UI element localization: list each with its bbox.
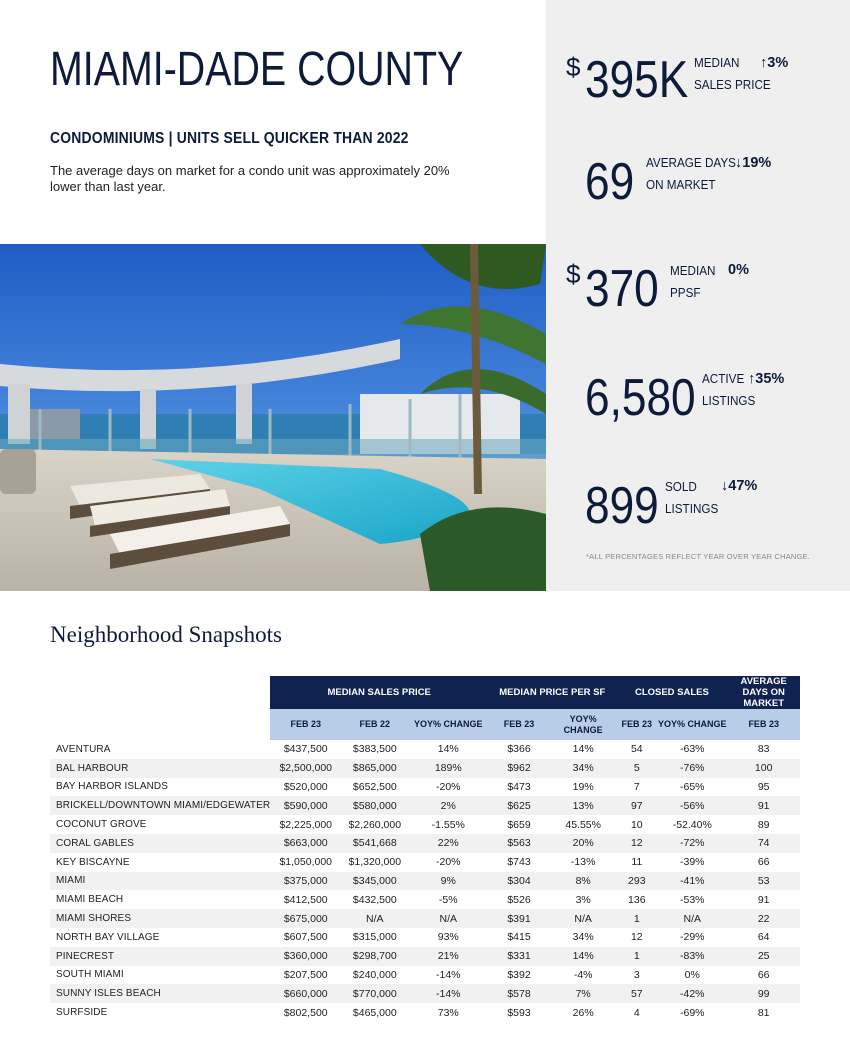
table-cell: 73% [437, 1006, 459, 1019]
table-cell: 89 [757, 818, 770, 831]
subheader-cell: YOY% CHANGE [408, 709, 488, 740]
table-cell: 14% [572, 743, 594, 756]
table-cell: 12 [616, 834, 657, 853]
table-header-empty [50, 709, 270, 740]
table-cell: -56% [657, 796, 727, 815]
table-row [50, 984, 800, 1003]
table-row [50, 947, 800, 966]
table-cell: -20% [435, 780, 461, 793]
stat-label-line1: AVERAGE DAYS [646, 155, 736, 170]
table-cell: -65% [680, 780, 705, 793]
subheader-cell: FEB 22 [341, 709, 408, 740]
neighborhood-name: MIAMI [50, 872, 270, 891]
stat-label-line2: SALES PRICE [694, 77, 771, 92]
stat-change: ↓47% [721, 478, 758, 494]
table-group-header-row [50, 676, 800, 709]
table-cell: 9% [408, 872, 488, 891]
table-cell: $392 [507, 968, 531, 981]
table-cell: $360,000 [270, 947, 341, 966]
table-cell: $1,320,000 [348, 856, 402, 869]
stat-label-line1: MEDIAN [694, 55, 740, 70]
table-cell: 14% [550, 947, 616, 966]
table-cell: -52.40% [672, 818, 712, 831]
stat-change: 0% [728, 262, 749, 278]
table-sub-header-row [50, 709, 800, 740]
table-cell: -29% [680, 931, 705, 944]
page-subtitle: CONDOMINIUMS | UNITS SELL QUICKER THAN 2022 [50, 130, 409, 147]
table-cell: $563 [488, 834, 550, 853]
table-cell: N/A [408, 909, 488, 928]
subheader-cell: FEB 23 [488, 709, 550, 740]
table-cell: 5 [616, 759, 657, 778]
table-row [50, 853, 800, 872]
table-cell: 1 [616, 909, 657, 928]
subheader-cell: FEB 23 [270, 709, 341, 740]
table-cell: $315,000 [352, 931, 397, 944]
table-cell: -63% [680, 743, 705, 756]
table-cell: -4% [573, 968, 593, 981]
table-row [50, 796, 800, 815]
table-cell: 91 [757, 893, 770, 906]
table-cell: 11 [631, 856, 643, 869]
table-cell: 3 [633, 968, 640, 981]
hero-text-panel [0, 0, 546, 244]
table-cell: N/A [657, 909, 727, 928]
table-cell: $298,700 [341, 947, 408, 966]
table-cell: 64 [757, 931, 770, 944]
table-cell: -76% [657, 759, 727, 778]
table-cell: $526 [507, 893, 531, 906]
table-cell: -39% [680, 856, 705, 869]
table-row [50, 815, 800, 834]
neighborhood-name: SURFSIDE [56, 1007, 108, 1019]
table-cell: N/A [550, 909, 616, 928]
stat-value: 6,580 [585, 369, 696, 427]
table-cell: 100 [727, 759, 800, 778]
table-cell: $962 [488, 759, 550, 778]
table-cell: 66 [757, 968, 770, 981]
table-cell: $578 [488, 984, 550, 1003]
neighborhood-name: SOUTH MIAMI [56, 969, 124, 981]
table-cell: 25 [727, 947, 800, 966]
table-cell: -1.55% [431, 818, 465, 831]
subheader-cell: FEB 23 [616, 709, 657, 740]
table-cell: $743 [507, 856, 531, 869]
stat-change: ↑3% [760, 55, 789, 71]
table-cell: 13% [550, 796, 616, 815]
stat-value: 395K [585, 51, 689, 109]
table-cell: 136 [628, 893, 646, 906]
neighborhood-name: CORAL GABLES [50, 834, 270, 853]
table-cell: $207,500 [283, 968, 328, 981]
table-cell: -5% [438, 893, 458, 906]
table-row [50, 1003, 800, 1022]
table-cell: $770,000 [341, 984, 408, 1003]
table-cell: -41% [657, 872, 727, 891]
table-cell: 45.55% [565, 818, 601, 831]
table-cell: 7 [633, 780, 640, 793]
footnote: *ALL PERCENTAGES REFLECT YEAR OVER YEAR CHANGE. [586, 552, 811, 561]
header-average-days-on-market: AVERAGE DAYS ON MARKET [727, 676, 800, 709]
table-header-empty [50, 676, 270, 709]
table-cell: $660,000 [270, 984, 341, 1003]
stat-value: 370 [585, 260, 659, 318]
table-cell: 97 [616, 796, 657, 815]
neighborhood-name: MIAMI SHORES [50, 909, 270, 928]
table-cell: $432,500 [352, 893, 397, 906]
neighborhood-name: COCONUT GROVE [56, 819, 147, 831]
table-cell: $590,000 [270, 796, 341, 815]
subheader-cell: YOY% CHANGE [657, 709, 727, 740]
neighborhood-name: PINECREST [50, 947, 270, 966]
table-cell: $1,050,000 [279, 856, 333, 869]
table-cell: 20% [550, 834, 616, 853]
table-cell: 91 [727, 796, 800, 815]
stat-label-line2: PPSF [670, 285, 701, 300]
table-cell: $240,000 [352, 968, 397, 981]
stat-median-sales-price [546, 50, 850, 120]
table-cell: $541,668 [341, 834, 408, 853]
table-cell: 95 [757, 780, 770, 793]
table-cell: $580,000 [341, 796, 408, 815]
header-median-sales-price: MEDIAN SALES PRICE [270, 676, 488, 709]
rooftop-pool-photo [0, 244, 546, 591]
table-cell: 93% [437, 931, 459, 944]
neighborhood-name: NORTH BAY VILLAGE [56, 931, 160, 943]
neighborhood-name: SUNNY ISLES BEACH [50, 984, 270, 1003]
table-cell: $2,260,000 [348, 818, 402, 831]
stat-label-line1: ACTIVE [702, 371, 745, 386]
table-body [50, 740, 800, 1022]
neighborhood-table [50, 676, 800, 1022]
table-row [50, 872, 800, 891]
table-cell: 189% [408, 759, 488, 778]
stat-prefix: $ [566, 259, 581, 289]
stat-change: ↓19% [735, 155, 772, 171]
table-cell: $345,000 [341, 872, 408, 891]
table-cell: $437,500 [283, 743, 328, 756]
table-cell: $2,225,000 [279, 818, 333, 831]
table-cell: $415 [507, 931, 531, 944]
table-cell: $331 [488, 947, 550, 966]
subheader-cell: YOY% CHANGE [550, 709, 616, 740]
table-cell: $465,000 [352, 1006, 397, 1019]
table-row [50, 834, 800, 853]
table-cell: 54 [630, 743, 643, 756]
stat-label-line2: LISTINGS [702, 393, 756, 408]
table-cell: $652,500 [352, 780, 397, 793]
table-cell: -72% [657, 834, 727, 853]
table-cell: 8% [550, 872, 616, 891]
table-cell: $383,500 [352, 743, 397, 756]
table-cell: $607,500 [283, 931, 328, 944]
stats-panel [546, 0, 850, 591]
stat-median-ppsf [546, 259, 850, 329]
neighborhood-name: BRICKELL/DOWNTOWN MIAMI/EDGEWATER [50, 796, 270, 815]
neighborhood-name: MIAMI BEACH [56, 894, 124, 906]
table-cell: $391 [488, 909, 550, 928]
table-cell: 83 [757, 743, 770, 756]
table-cell: $366 [507, 743, 531, 756]
table-cell: N/A [341, 909, 408, 928]
table-row [50, 740, 800, 759]
table-cell: 19% [572, 780, 594, 793]
table-cell: $2,500,000 [270, 759, 341, 778]
stat-label-line2: ON MARKET [646, 177, 716, 192]
table-cell: 99 [727, 984, 800, 1003]
stat-prefix: $ [566, 52, 581, 82]
table-cell: -14% [435, 968, 461, 981]
table-cell: $304 [488, 872, 550, 891]
table-cell: 22% [408, 834, 488, 853]
table-row [50, 928, 800, 947]
stat-average-days [546, 152, 850, 222]
neighborhood-name: AVENTURA [56, 743, 111, 755]
table-cell: $473 [507, 780, 531, 793]
table-cell: 81 [757, 1006, 770, 1019]
table-cell: $593 [507, 1006, 531, 1019]
table-cell: 293 [616, 872, 657, 891]
subheader-cell: FEB 23 [727, 709, 800, 740]
table-cell: 12 [630, 931, 643, 944]
stat-sold-listings [546, 476, 850, 546]
table-cell: 14% [437, 743, 459, 756]
table-cell: 74 [727, 834, 800, 853]
table-cell: 34% [550, 759, 616, 778]
table-cell: 34% [572, 931, 594, 944]
table-cell: 53 [727, 872, 800, 891]
page-description: The average days on market for a condo unit was approximately 20% lower than last year. [50, 163, 450, 194]
page-title: MIAMI-DADE COUNTY [50, 43, 464, 96]
table-row [50, 909, 800, 928]
table-cell: -69% [680, 1006, 705, 1019]
table-cell: 26% [572, 1006, 594, 1019]
section-title: Neighborhood Snapshots [50, 622, 282, 647]
table-cell: 57 [616, 984, 657, 1003]
table-cell: 21% [408, 947, 488, 966]
table-cell: -13% [570, 856, 596, 869]
table-cell: 3% [575, 893, 591, 906]
table-cell: 0% [684, 968, 700, 981]
pool-illustration [0, 244, 546, 591]
table-cell: 4 [633, 1006, 640, 1019]
table-cell: 1 [616, 947, 657, 966]
neighborhood-name: BAY HARBOR ISLANDS [56, 781, 169, 793]
table-row [50, 890, 800, 909]
table-cell: $520,000 [283, 780, 328, 793]
table-cell: $375,000 [270, 872, 341, 891]
table-cell: -83% [657, 947, 727, 966]
table-cell: $802,500 [283, 1006, 328, 1019]
header-median-price-per-sf: MEDIAN PRICE PER SF [488, 676, 616, 709]
table-row [50, 966, 800, 985]
table-cell: 22 [727, 909, 800, 928]
table-cell: $625 [488, 796, 550, 815]
neighborhood-name: BAL HARBOUR [50, 759, 270, 778]
header-closed-sales: CLOSED SALES [616, 676, 727, 709]
table-cell: $663,000 [270, 834, 341, 853]
neighborhood-name: KEY BISCAYNE [56, 856, 130, 868]
stat-value: 69 [585, 153, 635, 211]
table-cell: 10 [630, 818, 643, 831]
table-cell: $675,000 [270, 909, 341, 928]
table-cell: -20% [435, 856, 461, 869]
table-cell: 7% [550, 984, 616, 1003]
stat-label-line1: SOLD [665, 479, 697, 494]
stat-label-line1: MEDIAN [670, 263, 716, 278]
stat-active-listings [546, 368, 850, 438]
table-cell: $659 [507, 818, 531, 831]
table-cell: $412,500 [283, 893, 328, 906]
table-cell: 66 [757, 856, 770, 869]
table-row [50, 778, 800, 797]
table-cell: $865,000 [341, 759, 408, 778]
table-cell: -42% [657, 984, 727, 1003]
table-cell: 2% [408, 796, 488, 815]
stat-label-line2: LISTINGS [665, 501, 719, 516]
stat-value: 899 [585, 477, 659, 535]
table-cell: -53% [680, 893, 705, 906]
table-row [50, 759, 800, 778]
table-cell: -14% [408, 984, 488, 1003]
stat-change: ↑35% [748, 371, 785, 387]
